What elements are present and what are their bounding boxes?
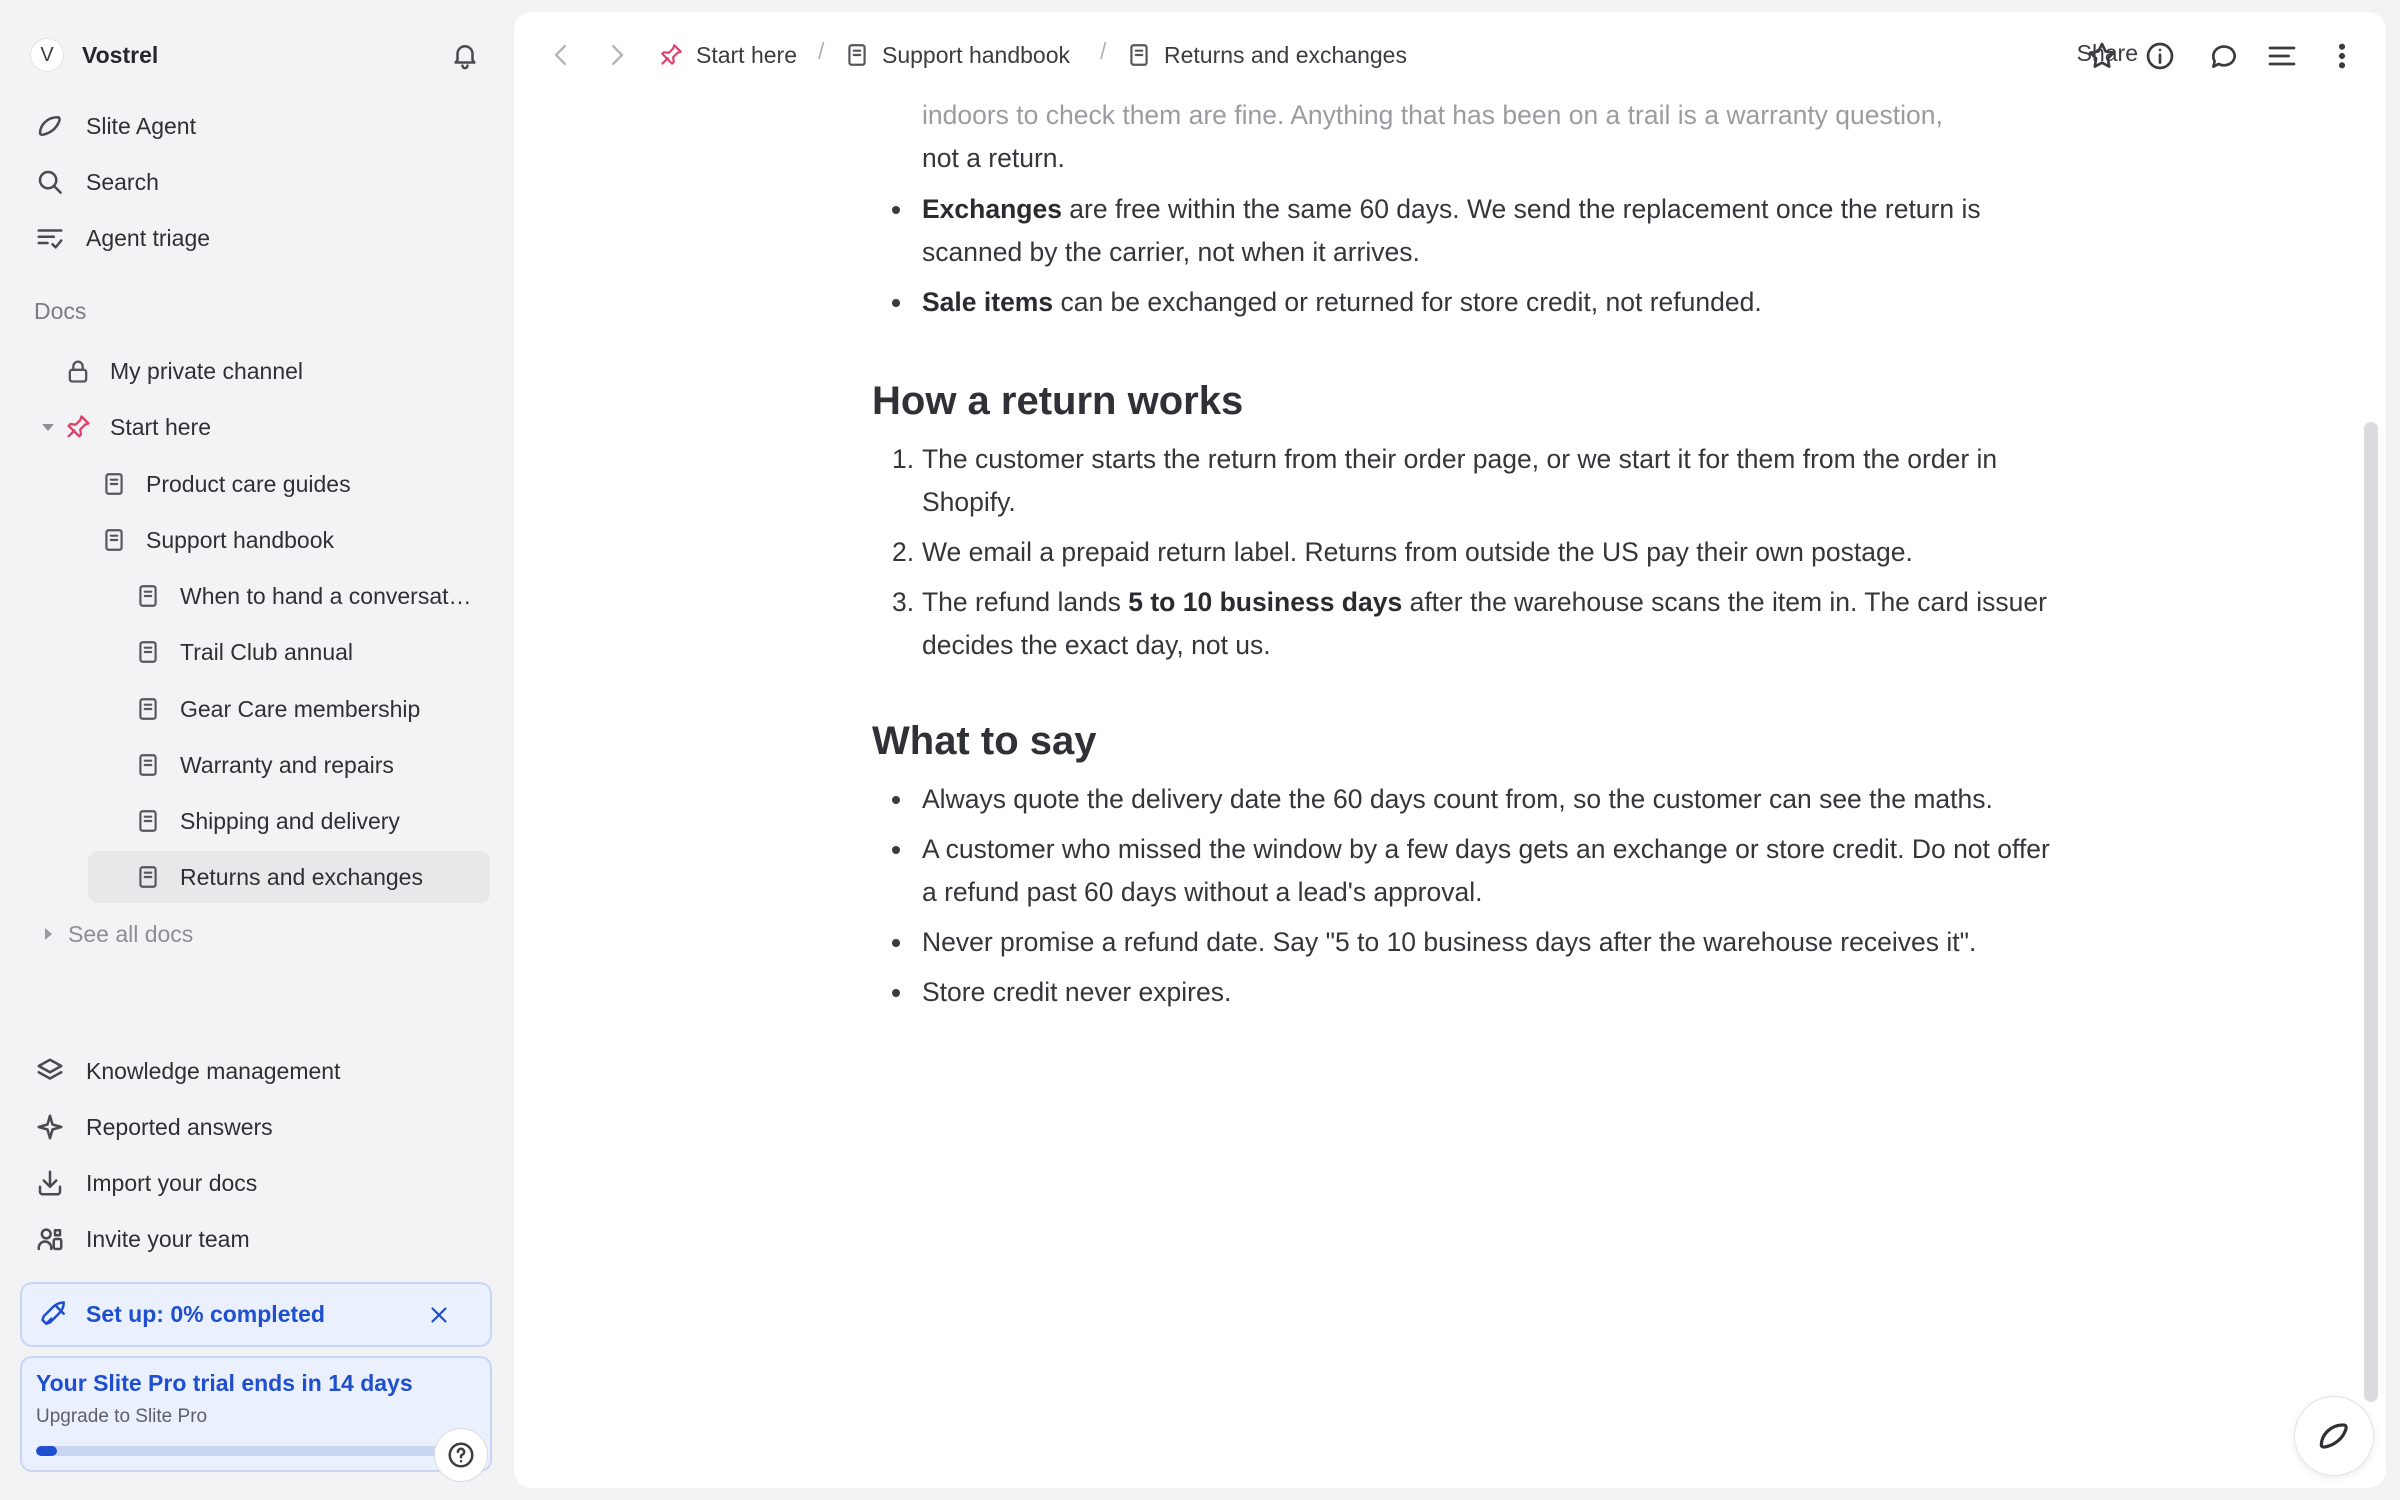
rocket-icon (40, 1300, 70, 1330)
search-icon (34, 166, 66, 198)
close-icon[interactable] (426, 1302, 456, 1332)
tree-item-returns[interactable] (88, 851, 490, 903)
info-icon[interactable] (2144, 40, 2176, 72)
lock-icon (64, 357, 92, 385)
paragraph-text: not a return. (922, 143, 1065, 173)
breadcrumb-label: Returns and exchanges (1164, 41, 1407, 68)
setup-label: Set up: 0% completed (86, 1301, 325, 1327)
nav-label: Knowledge management (86, 1057, 341, 1084)
trial-banner[interactable] (20, 1356, 492, 1472)
help-button[interactable] (434, 1428, 488, 1482)
more-options-icon[interactable] (2326, 40, 2358, 72)
tree-label: Gear Care membership (180, 695, 421, 722)
tree-label: Returns and exchanges (180, 863, 423, 890)
sidebar (0, 0, 512, 1500)
tree-item-gear-care[interactable] (134, 683, 490, 735)
document-panel (514, 12, 2386, 1488)
scrolled-text-fragment: indoors to check them are fine. Anything that has been on a trail is a warranty question, (922, 100, 1943, 130)
doc-icon (100, 470, 128, 498)
heading-how-a-return-works: How a return works (872, 379, 1244, 423)
doc-icon (134, 751, 162, 779)
trial-progress-fill (36, 1446, 57, 1456)
nav-label: Invite your team (86, 1225, 250, 1252)
tree-item-start-here[interactable] (64, 401, 490, 453)
share-button[interactable]: Share (2076, 40, 2138, 66)
caret-down-icon[interactable] (38, 417, 58, 437)
policy-list (872, 188, 2052, 324)
tree-item-product-care[interactable] (100, 458, 490, 510)
tree-item-when-to-hand[interactable] (134, 570, 490, 622)
breadcrumb-label: Support handbook (882, 41, 1070, 68)
back-arrow-icon[interactable] (546, 40, 576, 70)
workspace-name: Vostrel (82, 41, 159, 68)
tree-label: Support handbook (146, 526, 334, 553)
workspace-switcher[interactable] (30, 32, 492, 78)
breadcrumb-separator: / (818, 38, 825, 64)
tree-item-trail-club[interactable] (134, 626, 490, 678)
tree-item-warranty[interactable] (134, 739, 490, 791)
tree-label: Shipping and delivery (180, 807, 400, 834)
breadcrumb-support-handbook[interactable] (844, 38, 1070, 72)
slite-agent-icon (34, 110, 66, 142)
tree-label: Product care guides (146, 470, 351, 497)
nav-import-docs[interactable] (24, 1158, 490, 1208)
nav-label: Search (86, 168, 159, 195)
breadcrumb-returns[interactable] (1126, 38, 1407, 72)
doc-icon (134, 582, 162, 610)
nav-invite-team[interactable] (24, 1214, 490, 1264)
caret-right-icon[interactable] (38, 924, 58, 944)
nav-reported-answers[interactable] (24, 1102, 490, 1152)
sparkle-icon (34, 1111, 66, 1143)
tree-item-support-handbook[interactable] (100, 514, 490, 566)
list-item: Exchanges are free within the same 60 days. We send the replacement once the return is scanned by the carrier, not when it arrives. (872, 188, 2052, 274)
layers-icon (34, 1055, 66, 1087)
doc-icon (100, 526, 128, 554)
bell-icon[interactable] (450, 40, 480, 70)
people-icon (34, 1223, 66, 1255)
list-item: 2. We email a prepaid return label. Returns from outside the US pay their own postage. (892, 537, 1913, 567)
comment-icon[interactable] (2208, 40, 2240, 72)
tree-label: When to hand a conversat… (180, 582, 472, 609)
doc-icon (1126, 42, 1152, 68)
slite-agent-button[interactable] (2294, 1396, 2374, 1476)
tree-label: See all docs (68, 920, 194, 947)
slite-agent-icon (2315, 1417, 2353, 1455)
document-toolbar (514, 12, 2386, 98)
nav-slite-agent[interactable] (24, 101, 490, 151)
scrollbar[interactable] (2364, 422, 2378, 1402)
nav-search[interactable] (24, 157, 490, 207)
return-steps-list (872, 438, 2052, 674)
nav-label: Slite Agent (86, 112, 196, 139)
triage-icon (34, 222, 66, 254)
nav-agent-triage[interactable] (24, 213, 490, 263)
pin-icon (658, 42, 684, 68)
pin-icon (64, 413, 92, 441)
tree-label: Warranty and repairs (180, 751, 394, 778)
docs-section-label: Docs (34, 298, 87, 324)
heading-what-to-say: What to say (872, 719, 1097, 763)
trial-title: Your Slite Pro trial ends in 14 days (36, 1370, 413, 1396)
tree-label: Trail Club annual (180, 638, 354, 665)
outline-icon[interactable] (2266, 40, 2298, 72)
import-icon (34, 1167, 66, 1199)
what-to-say-list (872, 778, 2052, 1021)
trial-upgrade-link[interactable]: Upgrade to Slite Pro (36, 1406, 208, 1427)
list-item: Store credit never expires. (872, 971, 2052, 1014)
doc-icon (134, 695, 162, 723)
doc-icon (134, 638, 162, 666)
list-item: 3. The refund lands 5 to 10 business days after the warehouse scans the item in. The card issuer decides the exact day, not us. (892, 587, 2047, 660)
doc-icon (134, 863, 162, 891)
tree-label: My private channel (110, 357, 304, 384)
nav-knowledge-management[interactable] (24, 1046, 490, 1096)
tree-item-private-channel[interactable] (64, 345, 490, 397)
list-item: Never promise a refund date. Say "5 to 10 business days after the warehouse receives it". (872, 921, 2052, 964)
breadcrumb-label: Start here (696, 41, 797, 68)
help-icon (446, 1440, 476, 1470)
list-item: 1. The customer starts the return from their order page, or we start it for them from the order in Shopify. (892, 444, 1998, 517)
star-icon[interactable] (2086, 40, 2118, 72)
doc-icon (844, 42, 870, 68)
nav-label: Reported answers (86, 1113, 273, 1140)
list-item: Sale items can be exchanged or returned for store credit, not refunded. (872, 281, 2052, 324)
workspace-avatar: V (30, 38, 64, 72)
list-item: Always quote the delivery date the 60 days count from, so the customer can see the maths. (872, 778, 2052, 821)
setup-progress-banner[interactable] (20, 1282, 492, 1347)
tree-label: Start here (110, 413, 211, 440)
breadcrumb-separator: / (1100, 38, 1107, 64)
forward-arrow-icon[interactable] (602, 40, 632, 70)
nav-label: Import your docs (86, 1169, 258, 1196)
tree-item-shipping[interactable] (134, 795, 490, 847)
list-item: A customer who missed the window by a few days gets an exchange or store credit. Do not offer a refund past 60 days without a lead's approval. (872, 828, 2052, 914)
see-all-docs[interactable] (68, 908, 368, 960)
breadcrumb-start-here[interactable] (658, 38, 797, 72)
trial-progress-bar (36, 1446, 454, 1456)
doc-icon (134, 807, 162, 835)
nav-label: Agent triage (86, 224, 211, 251)
